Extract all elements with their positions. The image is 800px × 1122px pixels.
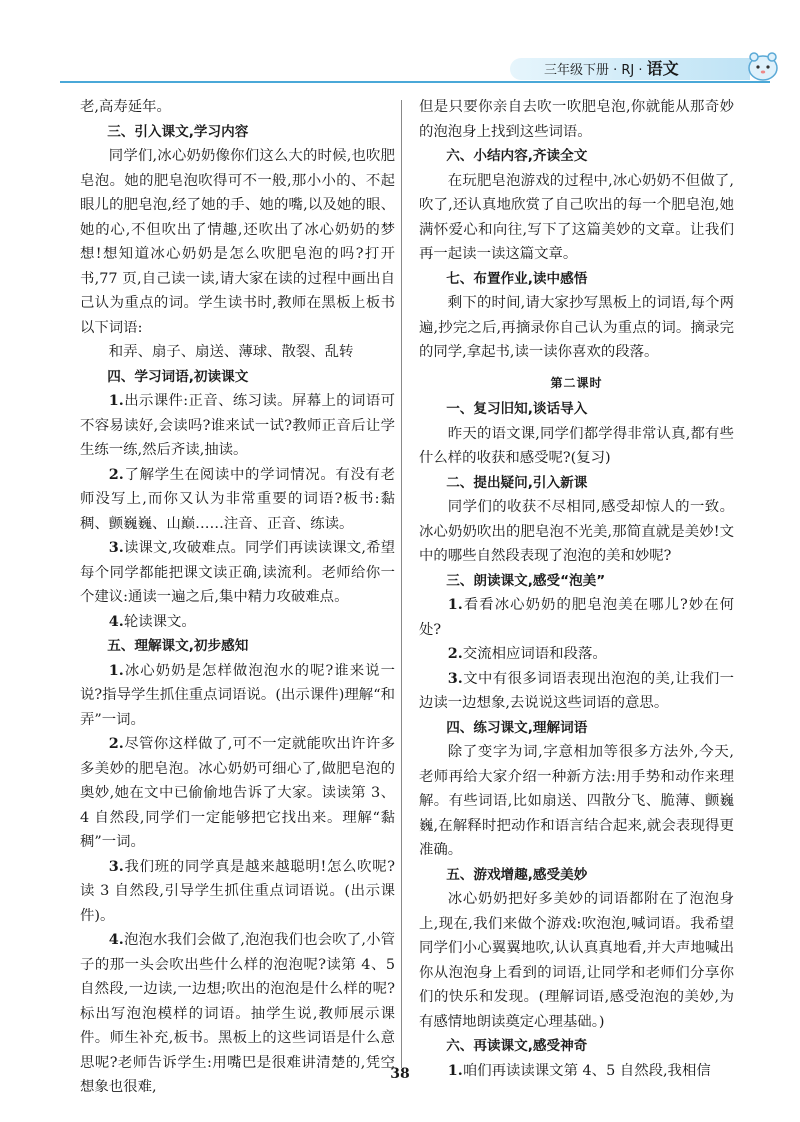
paragraph-text: 轮读课文。 xyxy=(123,613,196,630)
section-heading xyxy=(419,1034,734,1059)
paragraph-text: 老,高寿延年。 xyxy=(80,99,171,115)
paragraph xyxy=(419,667,734,716)
paragraph-text: 七、布置作业,读中感悟 xyxy=(446,270,588,287)
paragraph xyxy=(419,95,734,144)
paragraph-text: 同学们的收获不尽相同,感受却惊人的一致。冰心奶奶吹出的肥皂泡不光美,那简直就是美妙!文中的哪些自然段表现了泡泡的美和妙呢? xyxy=(419,499,734,564)
paragraph-text: 文中有很多词语表现出泡泡的美,让我们一边读一边想象,去说说这些词语的意思。 xyxy=(419,670,734,711)
item-number: 1. xyxy=(447,596,463,613)
section-heading xyxy=(419,863,734,888)
section-heading xyxy=(419,716,734,741)
paragraph xyxy=(419,740,734,863)
section-heading xyxy=(80,365,395,390)
paragraph xyxy=(419,422,734,471)
paragraph xyxy=(419,495,734,569)
paragraph xyxy=(80,95,395,120)
paragraph xyxy=(80,855,395,929)
paragraph-text: 除了变字为词,字意相加等很多方法外,今天,老师再给大家介绍一种新方法:用手势和动作来理解。有些词语,比如扇送、四散分飞、脆薄、颤巍巍,在解释时把动作和语言结合起来,就会表现得更准确。 xyxy=(419,744,734,858)
paragraph-text: 三、引入课文,学习内容 xyxy=(107,123,249,140)
paragraph xyxy=(80,463,395,537)
paragraph-text: 读课文,攻破难点。同学们再读读课文,希望每个同学都能把课文读正确,读流利。老师给你一个建议:通读一遍之后,集中精力攻破难点。 xyxy=(80,540,395,605)
paragraph xyxy=(419,291,734,365)
item-number: 1. xyxy=(447,1061,463,1079)
header-label xyxy=(510,58,750,80)
paragraph xyxy=(80,536,395,610)
right-column xyxy=(419,95,734,1083)
column-divider xyxy=(401,100,402,1068)
paragraph-text: 六、再读课文,感受神奇 xyxy=(446,1038,588,1054)
item-number: 1. xyxy=(108,392,124,409)
paragraph-text: 在玩肥皂泡游戏的过程中,冰心奶奶不但做了,吹了,还认真地欣赏了自己吹出的每一个肥皂泡,她满怀爱心和向往,写下了这篇美妙的文章。让我们再一起读一读这篇文章。 xyxy=(419,172,734,262)
paragraph-text: 三、朗读课文,感受“泡美” xyxy=(446,572,606,589)
page-number: 38 xyxy=(390,1066,410,1082)
page-header xyxy=(0,52,800,86)
cartoon-animal-icon xyxy=(745,50,781,82)
section-heading xyxy=(80,120,395,145)
paragraph xyxy=(80,732,395,855)
paragraph-text: 看看冰心奶奶的肥皂泡美在哪儿?妙在何处? xyxy=(419,597,734,638)
paragraph-text: 了解学生在阅读中的学词情况。有没有老师没写上,而你又认为非常重要的词语?板书:黏稠、颤巍巍、山巅……注音、正音、练读。 xyxy=(80,466,395,532)
paragraph xyxy=(419,642,734,667)
header-rule xyxy=(60,81,770,83)
paragraph-text: 四、练习课文,理解词语 xyxy=(446,719,588,736)
item-number: 4. xyxy=(108,931,124,948)
paragraph xyxy=(419,169,734,267)
item-number: 4. xyxy=(108,612,124,630)
paragraph-text: 尽管你这样做了,可不一定就能吹出许许多多美妙的肥皂泡。冰心奶奶可细心了,做肥皂泡的奥妙,她在文中已偷偷地告诉了大家。读读第 3、4 自然段,同学们一定能够把它找出来。理解“黏稠”一词。 xyxy=(80,736,395,850)
paragraph-text: 剩下的时间,请大家抄写黑板上的词语,每个两遍,抄完之后,再摘录你自己认为重点的词。摘录完的同学,拿起书,读一读你喜欢的段落。 xyxy=(419,295,734,360)
section-heading xyxy=(419,397,734,422)
paragraph-text: 二、提出疑问,引入新课 xyxy=(446,474,588,491)
paragraph xyxy=(419,887,734,1034)
paragraph-text: 但是只要你亲自去吹一吹肥皂泡,你就能从那奇妙的泡泡身上找到这些词语。 xyxy=(419,99,734,140)
paragraph-text: 昨天的语文课,同学们都学得非常认真,都有些什么样的收获和感受呢?(复习) xyxy=(419,425,734,466)
paragraph-text: 四、学习词语,初读课文 xyxy=(107,368,249,385)
section-heading xyxy=(419,144,734,169)
paragraph-text: 同学们,冰心奶奶像你们这么大的时候,也吹肥皂泡。她的肥皂泡吹得可不一般,那小小的、不起眼儿的肥皂泡,经了她的手、她的嘴,以及她的眼、她的心,不但吹出了情趣,还吹出了冰心奶奶的梦想!想知道冰心奶奶是怎么吹肥皂泡的吗?打开书,77 页,自己读一读,请大家在读的过程中画出自己认为重点的词。学生读书时,教师在黑板上板书以下词语: xyxy=(80,148,395,336)
paragraph xyxy=(80,659,395,733)
paragraph xyxy=(80,340,395,365)
item-number: 3. xyxy=(108,539,124,556)
paragraph xyxy=(80,610,395,635)
item-number: 2. xyxy=(108,735,124,752)
paragraph-text: 我们班的同学真是越来越聪明!怎么吹呢?读 3 自然段,引导学生抓住重点词语说。(出示课件)。 xyxy=(80,858,395,924)
section-heading xyxy=(419,267,734,292)
paragraph-text: 第二课时 xyxy=(550,375,603,390)
item-number: 3. xyxy=(108,857,124,875)
paragraph xyxy=(80,144,395,340)
section-heading xyxy=(419,569,734,594)
paragraph-text: 和弄、扇子、扇送、薄球、散裂、乱转 xyxy=(108,344,354,360)
paragraph-text: 冰心奶奶是怎样做泡泡水的呢?谁来说一说?指导学生抓住重点词语说。(出示课件)理解“和弄”一词。 xyxy=(80,662,395,728)
paragraph-text: 冰心奶奶把好多美妙的词语都附在了泡泡身上,现在,我们来做个游戏:吹泡泡,喊词语。我希望同学们小心翼翼地吹,认认真真地看,并大声地喊出你从泡泡身上看到的词语,让同学和老师们分享你们的快乐和发现。(理解词语,感受泡泡的美妙,为有感情地朗读奠定心理基础。) xyxy=(419,891,734,1030)
paragraph-text: 咱们再读读课文第 4、5 自然段,我相信 xyxy=(462,1062,711,1079)
paragraph-text: 泡泡水我们会做了,泡泡我们也会吹了,小管子的那一头会吹出些什么样的泡泡呢?读第 4、5 自然段,一边读,一边想;吹出的泡泡是什么样的呢?标出写泡泡模样的词语。抽学生说,教师展示课件。师生补充,板书。黑板上的这些词语是什么意思呢?老师告诉学生:用嘴巴是很难讲清楚的,凭空想象也很难, xyxy=(80,932,395,1095)
paragraph-text: 一、复习旧知,谈话导入 xyxy=(446,401,588,417)
item-number: 3. xyxy=(447,669,463,687)
paragraph-text: 出示课件:正音、练习读。屏幕上的词语可不容易读好,会读吗?谁来试一试?教师正音后让学生练一练,然后齐读,抽读。 xyxy=(80,393,395,458)
subject-label: 语文 xyxy=(646,59,679,78)
paragraph xyxy=(80,389,395,463)
paragraph xyxy=(419,593,734,642)
section-heading xyxy=(419,471,734,496)
item-number: 1. xyxy=(108,661,124,679)
paragraph-text: 五、理解课文,初步感知 xyxy=(107,638,249,654)
paragraph-text: 交流相应词语和段落。 xyxy=(462,646,607,662)
paragraph-text: 五、游戏增趣,感受美妙 xyxy=(446,866,588,883)
lesson-title xyxy=(419,371,734,396)
item-number: 2. xyxy=(108,465,124,483)
grade-term-label: 三年级下册 · RJ · xyxy=(544,63,647,78)
left-column xyxy=(80,95,395,1100)
item-number: 2. xyxy=(447,645,463,662)
section-heading xyxy=(80,634,395,659)
paragraph-text: 六、小结内容,齐读全文 xyxy=(446,148,588,164)
